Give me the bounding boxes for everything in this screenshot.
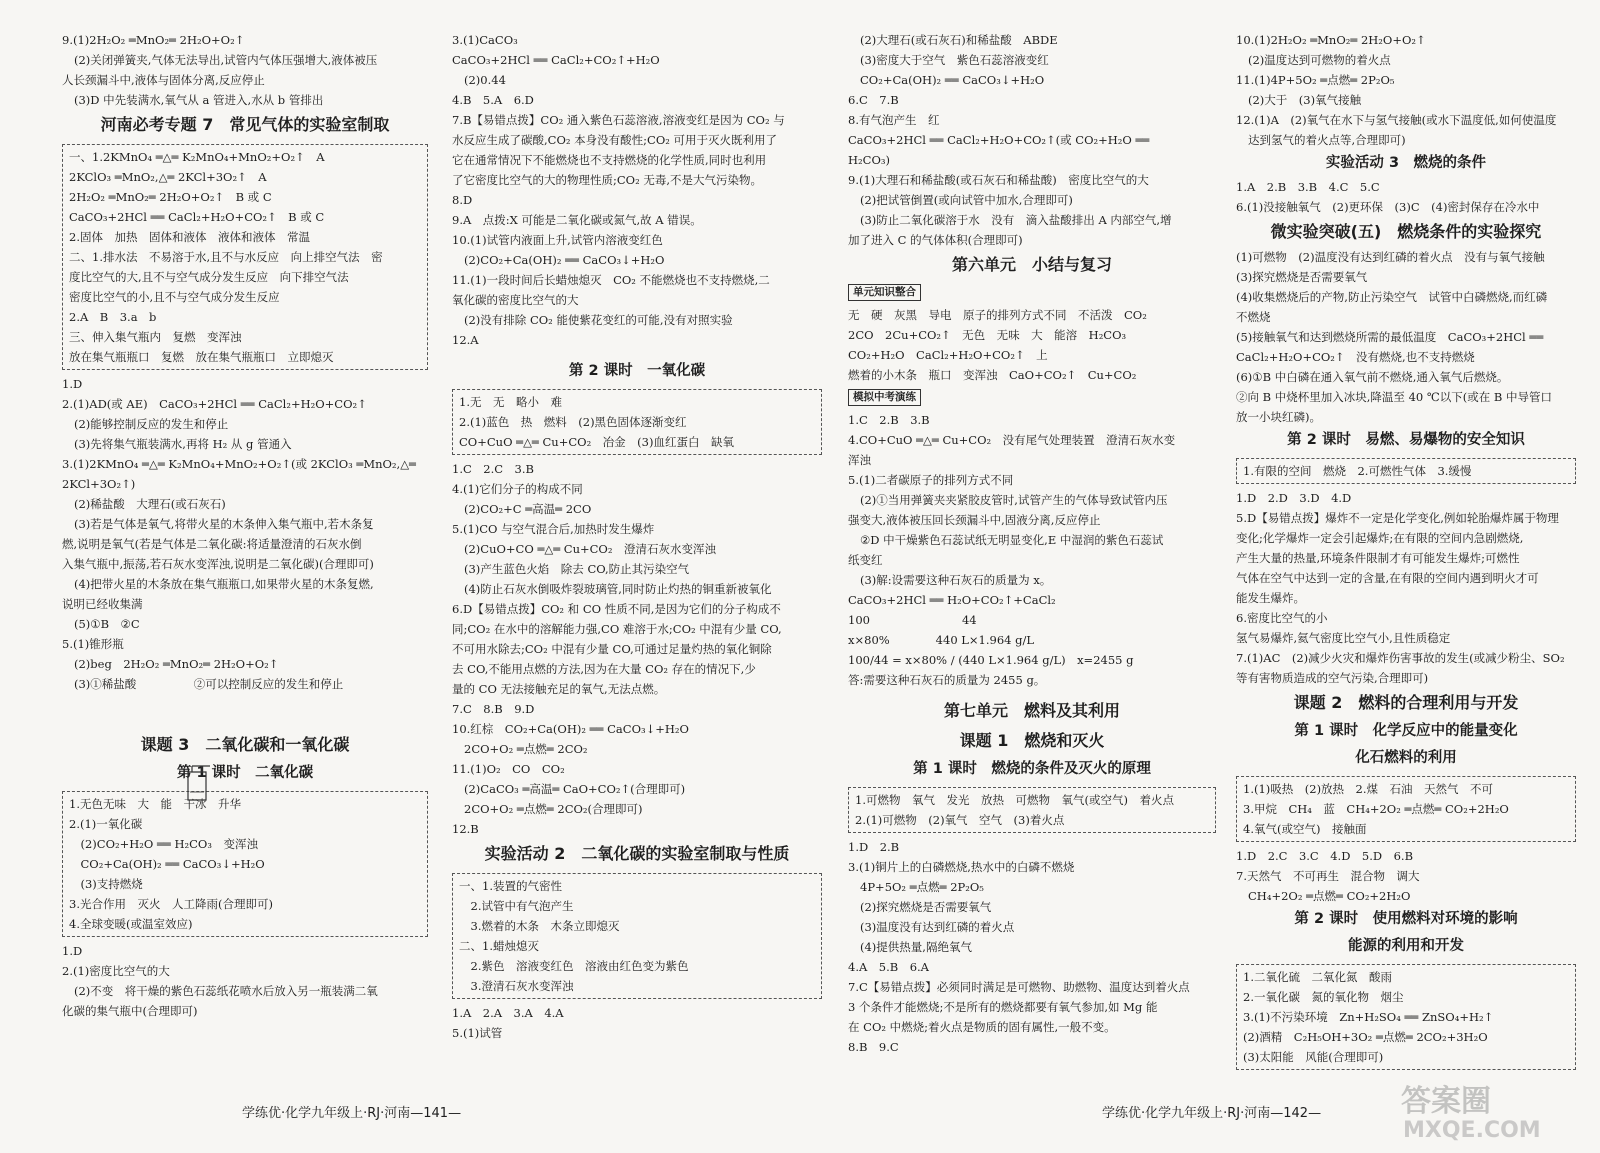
- box-line: CaCO₃+2HCl ══ CaCl₂+H₂O+CO₂↑ B 或 C: [69, 210, 325, 224]
- page-footer-left: 学练优·化学九年级上·RJ·河南—141—: [242, 1106, 462, 1121]
- box-line: 一、1.装置的气密性: [459, 879, 562, 893]
- box-line: 1.(1)吸热 (2)放热 2.煤 石油 天然气 不可: [1243, 782, 1494, 796]
- answer-line: CO₂+H₂O CaCl₂+H₂O+CO₂↑ 上: [848, 348, 1048, 362]
- answer-line: 7.B【易错点拨】CO₂ 通入紫色石蕊溶液,溶液变红是因为 CO₂ 与: [452, 113, 785, 127]
- answer-line: 5.(1)试管: [452, 1026, 503, 1040]
- answer-line: 1.A 2.A 3.A 4.A: [452, 1006, 564, 1020]
- answer-line: 2.(1)密度比空气的大: [62, 964, 170, 978]
- answer-line: ②向 B 中烧杯里加入冰块,降温至 40 ℃以下(或在 B 中导管口: [1236, 390, 1552, 404]
- answer-line: CH₄+2O₂ ═点燃═ CO₂+2H₂O: [1248, 889, 1411, 903]
- section-heading: 第六单元 小结与复习: [951, 255, 1112, 274]
- answer-line: 4.B 5.A 6.D: [452, 93, 534, 107]
- gas-bottle-diagram: [180, 762, 212, 802]
- answer-line: 4.(1)它们分子的构成不同: [452, 482, 583, 496]
- answer-line: (3)若是气体是氧气,将带火星的木条伸入集气瓶中,若木条复: [74, 517, 374, 531]
- answer-line: 11.(1)一段时间后长蜡烛熄灭 CO₂ 不能燃烧也不支持燃烧,二: [452, 273, 770, 287]
- watermark-logo: [1393, 1073, 1578, 1143]
- answer-line: (2)大于 (3)氧气接触: [1248, 93, 1362, 107]
- answer-line: (1)可燃物 (2)温度没有达到红磷的着火点 没有与氧气接触: [1236, 250, 1545, 264]
- answer-line: 纸变红: [848, 553, 883, 567]
- answer-line: (2)不变 将干燥的紫色石蕊纸花喷水后放入另一瓶装满二氧: [74, 984, 378, 998]
- answer-line: (2)探究燃烧是否需要氧气: [860, 900, 992, 914]
- answer-line: 7.天然气 不可再生 混合物 调大: [1236, 869, 1420, 883]
- answer-column-2: [452, 30, 822, 1043]
- answer-line: (6)①B 中白磷在通入氧气前不燃烧,通入氧气后燃烧。: [1236, 370, 1509, 384]
- key-points-box: [1236, 776, 1576, 842]
- answer-line: (2)能够控制反应的发生和停止: [74, 417, 229, 431]
- answer-line: (4)收集燃烧后的产物,防止污染空气 试管中白磷燃烧,而红磷: [1236, 290, 1548, 304]
- answer-line: 能发生爆炸。: [1236, 591, 1305, 605]
- answer-line: (3)产生蓝色火焰 除去 CO,防止其污染空气: [464, 562, 690, 576]
- section-heading: 课题 2 燃料的合理利用与开发: [1293, 693, 1519, 712]
- section-tag: 模拟中考演练: [848, 389, 921, 406]
- svg-text:答案圈: 答案圈: [1401, 1084, 1491, 1119]
- answer-line: 人长颈漏斗中,液体与固体分离,反应停止: [62, 73, 265, 87]
- box-line: 4.氧气(或空气) 接触面: [1243, 822, 1367, 836]
- answer-line: (3)防止二氧化碳溶于水 没有 滴入盐酸排出 A 内部空气,增: [860, 213, 1172, 227]
- answer-line: 达到氢气的着火点等,合理即可): [1248, 133, 1406, 147]
- answer-line: 1.D 2.D 3.D 4.D: [1236, 491, 1352, 505]
- answer-line: 1.C 2.C 3.B: [452, 462, 534, 476]
- section-tag-row: [848, 385, 1216, 410]
- box-line: 2.一氧化碳 氮的氧化物 烟尘: [1243, 990, 1404, 1004]
- box-line: 2.(1)蓝色 热 燃料 (2)黑色固体逐渐变红: [459, 415, 687, 429]
- answer-line: 不可用水除去;CO₂ 中混有少量 CO,可通过足量灼热的氧化铜除: [452, 642, 772, 656]
- answer-line: 4.A 5.B 6.A: [848, 960, 929, 974]
- answer-line: CaCO₃+2HCl ══ H₂O+CO₂↑+CaCl₂: [848, 593, 1056, 607]
- answer-line: (2)beg 2H₂O₂ ═MnO₂═ 2H₂O+O₂↑: [74, 657, 279, 671]
- answer-line: (5)接触氧气和达到燃烧所需的最低温度 CaCO₃+2HCl ══: [1236, 330, 1544, 344]
- answer-line: 6.(1)没接触氧气 (2)更环保 (3)C (4)密封保存在冷水中: [1236, 200, 1540, 214]
- answer-line: 4P+5O₂ ═点燃═ 2P₂O₅: [860, 880, 984, 894]
- answer-line: 同;CO₂ 在水中的溶解能力强,CO 难溶于水;CO₂ 中混有少量 CO,: [452, 622, 782, 636]
- answer-line: 水反应生成了碳酸,CO₂ 本身没有酸性;CO₂ 可用于灭火既利用了: [452, 133, 778, 147]
- box-line: 2.紫色 溶液变红色 溶液由红色变为紫色: [459, 959, 689, 973]
- answer-line: 11.(1)4P+5O₂ ═点燃═ 2P₂O₅: [1236, 73, 1395, 87]
- box-line: 密度比空气的小,且不与空气成分发生反应: [69, 290, 280, 304]
- box-line: 1.可燃物 氧气 发光 放热 可燃物 氧气(或空气) 着火点: [855, 793, 1174, 807]
- box-line: 3.(1)不污染环境 Zn+H₂SO₄ ══ ZnSO₄+H₂↑: [1243, 1010, 1494, 1024]
- box-line: 放在集气瓶瓶口 复燃 放在集气瓶瓶口 立即熄灭: [69, 350, 334, 364]
- box-line: 2.(1)可燃物 (2)氧气 空气 (3)着火点: [855, 813, 1065, 827]
- box-line: 1.二氧化硫 二氧化氮 酸雨: [1243, 970, 1392, 984]
- answer-line: 5.D【易错点拨】爆炸不一定是化学变化,例如轮胎爆炸属于物理: [1236, 511, 1559, 525]
- box-line: 3.甲烷 CH₄ 蓝 CH₄+2O₂ ═点燃═ CO₂+2H₂O: [1243, 802, 1509, 816]
- lesson-heading: 第 2 课时 使用燃料对环境的影响: [1294, 911, 1518, 927]
- answer-line: 等有害物质造成的空气污染,合理即可): [1236, 671, 1429, 685]
- answer-line: 8.B 9.C: [848, 1040, 899, 1054]
- key-points-box: [848, 787, 1216, 833]
- answer-line: (2)0.44: [464, 73, 506, 87]
- box-line: 2.A B 3.a b: [69, 310, 157, 324]
- answer-line: CO₂+Ca(OH)₂ ══ CaCO₃↓+H₂O: [860, 73, 1045, 87]
- answer-line: 11.(1)O₂ CO CO₂: [452, 762, 565, 776]
- answer-line: 100/44 = x×80% / (440 L×1.964 g/L) x=2455 g: [848, 653, 1134, 667]
- answer-line: CaCl₂+H₂O+CO₂↑ 没有燃烧,也不支持燃烧: [1236, 350, 1475, 364]
- answer-line: 5.(1)二者碳原子的排列方式不同: [848, 473, 1014, 487]
- answer-line: (3)解:设需要这种石灰石的质量为 x。: [860, 573, 1052, 587]
- section-heading: 课题 3 二氧化碳和一氧化碳: [140, 735, 350, 754]
- answer-line: 去 CO,不能用点燃的方法,因为在大量 CO₂ 存在的情况下,少: [452, 662, 756, 676]
- answer-line: 1.D: [62, 377, 83, 391]
- answer-line: 10.(1)试管内液面上升,试管内溶液变红色: [452, 233, 663, 247]
- answer-line: 它在通常情况下不能燃烧也不支持燃烧的化学性质,同时也利用: [452, 153, 767, 167]
- answer-line: 7.(1)AC (2)减少火灾和爆炸伤害事故的发生(或减少粉尘、SO₂: [1236, 651, 1565, 665]
- answer-line: 说明已经收集满: [62, 597, 143, 611]
- answer-line: 3.(1)2KMnO₄ ═△═ K₂MnO₄+MnO₂+O₂↑(或 2KClO₃ ═MnO₂,△═: [62, 457, 416, 471]
- key-points-box: [452, 873, 822, 999]
- answer-line: 2.(1)AD(或 AE) CaCO₃+2HCl ══ CaCl₂+H₂O+CO₂↑: [62, 397, 367, 411]
- lesson-heading: 能源的利用和开发: [1348, 938, 1464, 954]
- answer-line: 3.(1)铜片上的白磷燃烧,热水中的白磷不燃烧: [848, 860, 1075, 874]
- answer-line: 7.C【易错点拨】必须同时满足是可燃物、助燃物、温度达到着火点: [848, 980, 1190, 994]
- answer-line: 1.D 2.C 3.C 4.D 5.D 6.B: [1236, 849, 1414, 863]
- box-line: 1.有限的空间 燃烧 2.可燃性气体 3.缓慢: [1243, 464, 1472, 478]
- answer-line: 燃,说明是氧气(若是气体是二氧化碳:将适量澄清的石灰水倒: [62, 537, 362, 551]
- answer-line: 2KCl+3O₂↑): [62, 477, 136, 491]
- answer-line: (2)稀盐酸 大理石(或石灰石): [74, 497, 226, 511]
- key-points-box: [1236, 964, 1576, 1070]
- section-tag: 单元知识整合: [848, 284, 921, 301]
- section-heading: 第七单元 燃料及其利用: [943, 701, 1120, 720]
- lesson-heading: 第 2 课时 一氧化碳: [568, 363, 706, 379]
- lesson-heading: 化石燃料的利用: [1355, 750, 1457, 766]
- box-line: 三、伸入集气瓶内 复燃 变浑浊: [69, 330, 242, 344]
- answer-line: 8.有气泡产生 红: [848, 113, 940, 127]
- answer-line: 5.(1)锥形瓶: [62, 637, 124, 651]
- key-points-box: [62, 144, 428, 370]
- answer-line: 10.红棕 CO₂+Ca(OH)₂ ══ CaCO₃↓+H₂O: [452, 722, 689, 736]
- answer-column-3: [848, 30, 1216, 1057]
- answer-line: CaCO₃+2HCl ══ CaCl₂+H₂O+CO₂↑(或 CO₂+H₂O ══: [848, 133, 1150, 147]
- box-line: 2.(1)一氧化碳: [69, 817, 143, 831]
- lesson-heading: 第 1 课时 燃烧的条件及灭火的原理: [913, 761, 1151, 777]
- answer-line: (3)密度大于空气 紫色石蕊溶液变红: [860, 53, 1049, 67]
- box-line: 4.全球变暖(或温室效应): [69, 917, 193, 931]
- answer-line: 3 个条件才能燃烧;不是所有的燃烧都要有氧气参加,如 Mg 能: [848, 1000, 1158, 1014]
- answer-line: 4.CO+CuO ═△═ Cu+CO₂ 没有尾气处理装置 澄清石灰水变: [848, 433, 1176, 447]
- key-points-box: [62, 791, 428, 937]
- key-points-box: [452, 389, 822, 455]
- answer-line: 变化;化学爆炸一定会引起爆炸;在有限的空间内急剧燃烧,: [1236, 531, 1524, 545]
- answer-line: 9.(1)大理石和稀盐酸(或石灰石和稀盐酸) 密度比空气的大: [848, 173, 1149, 187]
- box-line: (2)酒精 C₂H₅OH+3O₂ ═点燃═ 2CO₂+3H₂O: [1243, 1030, 1488, 1044]
- answer-line: (2)CO₂+C ═高温═ 2CO: [464, 502, 592, 516]
- answer-line: (2)把试管倒置(或向试管中加水,合理即可): [860, 193, 1073, 207]
- box-line: CO₂+Ca(OH)₂ ══ CaCO₃↓+H₂O: [69, 857, 265, 871]
- box-line: 度比空气的大,且不与空气成分发生反应 向下排空气法: [69, 270, 349, 284]
- section-heading: 微实验突破(五) 燃烧条件的实验探究: [1270, 222, 1542, 241]
- answer-line: (2)CaCO₃ ═高温═ CaO+CO₂↑(合理即可): [464, 782, 686, 796]
- answer-line: (3)D 中先装满水,氧气从 a 管进入,水从 b 管排出: [74, 93, 324, 107]
- answer-line: 6.D【易错点拨】CO₂ 和 CO 性质不同,是因为它们的分子构成不: [452, 602, 781, 616]
- answer-line: (3)温度没有达到红磷的着火点: [860, 920, 1015, 934]
- answer-line: 10.(1)2H₂O₂ ═MnO₂═ 2H₂O+O₂↑: [1236, 33, 1426, 47]
- answer-line: 1.D: [62, 944, 83, 958]
- svg-text:MXQE.COM: MXQE.COM: [1403, 1118, 1541, 1143]
- section-tag-row: [848, 280, 1216, 305]
- answer-line: 加了进入 C 的气体体积(合理即可): [848, 233, 1023, 247]
- answer-line: (5)①B ②C: [74, 617, 140, 631]
- answer-line: 强变大,液体被压回长颈漏斗中,固液分离,反应停止: [848, 513, 1101, 527]
- answer-line: 浑浊: [848, 453, 871, 467]
- answer-line: 12.A: [452, 333, 479, 347]
- answer-line: 在 CO₂ 中燃烧;着火点是物质的固有属性,一般不变。: [848, 1020, 1116, 1034]
- answer-line: 6.C 7.B: [848, 93, 899, 107]
- answer-column-4: [1236, 30, 1576, 1074]
- answer-line: H₂CO₃): [848, 153, 890, 167]
- answer-line: 量的 CO 无法接触充足的氧气,无法点燃。: [452, 682, 666, 696]
- box-line: CO+CuO ═△═ Cu+CO₂ 冶金 (3)血红蛋白 缺氧: [459, 435, 734, 449]
- lesson-heading: 第 1 课时 化学反应中的能量变化: [1294, 723, 1518, 739]
- answer-line: (4)提供热量,隔绝氧气: [860, 940, 972, 954]
- answer-line: (2)关闭弹簧夹,气体无法导出,试管内气体压强增大,液体被压: [74, 53, 378, 67]
- box-line: (2)CO₂+H₂O ══ H₂CO₃ 变浑浊: [69, 837, 258, 851]
- box-line: 1.无色无味 大 能 干冰 升华: [69, 797, 241, 811]
- section-heading: 河南必考专题 7 常见气体的实验室制取: [100, 115, 390, 134]
- spacer: [452, 350, 822, 358]
- answer-line: 3.(1)CaCO₃: [452, 33, 518, 47]
- answer-line: 氧化碳的密度比空气的大: [452, 293, 579, 307]
- answer-line: 7.C 8.B 9.D: [452, 702, 535, 716]
- answer-line: 答:需要这种石灰石的质量为 2455 g。: [848, 673, 1046, 687]
- box-line: 3.光合作用 灭火 人工降雨(合理即可): [69, 897, 273, 911]
- answer-line: ②D 中干燥紫色石蕊试纸无明显变化,E 中湿润的紫色石蕊试: [860, 533, 1164, 547]
- lesson-heading: 实验活动 3 燃烧的条件: [1325, 155, 1487, 171]
- answer-line: 化碳的集气瓶中(合理即可): [62, 1004, 198, 1018]
- box-line: 2KClO₃ ═MnO₂,△═ 2KCl+3O₂↑ A: [69, 170, 267, 184]
- section-heading: 课题 1 燃烧和灭火: [959, 731, 1105, 750]
- answer-line: 9.A 点拨:X 可能是二氧化碳或氮气,故 A 错误。: [452, 213, 702, 227]
- answer-line: 1.C 2.B 3.B: [848, 413, 930, 427]
- lesson-heading: 第 2 课时 易燃、易爆物的安全知识: [1287, 432, 1525, 448]
- answer-line: 2CO+O₂ ═点燃═ 2CO₂: [464, 742, 588, 756]
- answer-line: x×80% 440 L×1.964 g/L: [848, 633, 1035, 647]
- page-footer-right: 学练优·化学九年级上·RJ·河南—142—: [1102, 1106, 1322, 1121]
- box-line: (3)支持燃烧: [69, 877, 143, 891]
- box-line: 3.澄清石灰水变浑浊: [459, 979, 574, 993]
- answer-line: 100 44: [848, 613, 977, 627]
- answer-line: 12.B: [452, 822, 479, 836]
- answer-line: 无 硬 灰黑 导电 原子的排列方式不同 不活泼 CO₂: [848, 308, 1147, 322]
- answer-line: 1.A 2.B 3.B 4.C 5.C: [1236, 180, 1380, 194]
- answer-line: (3)探究燃烧是否需要氧气: [1236, 270, 1368, 284]
- answer-line: (2)CuO+CO ═△═ Cu+CO₂ 澄清石灰水变浑浊: [464, 542, 716, 556]
- box-line: 2.试管中有气泡产生: [459, 899, 574, 913]
- answer-line: 放一小块红磷)。: [1236, 410, 1321, 424]
- answer-line: (3)先将集气瓶装满水,再将 H₂ 从 g 管通入: [74, 437, 292, 451]
- box-line: 3.燃着的木条 木条立即熄灭: [459, 919, 620, 933]
- answer-line: 气体在空气中达到一定的含量,在有限的空间内遇到明火才可: [1236, 571, 1539, 585]
- answer-line: 了它密度比空气的大的物理性质;CO₂ 无毒,不是大气污染物。: [452, 173, 763, 187]
- answer-line: 1.D 2.B: [848, 840, 900, 854]
- answer-line: (2)温度达到可燃物的着火点: [1248, 53, 1391, 67]
- spacer: [62, 694, 428, 730]
- answer-line: 燃着的小木条 瓶口 变浑浊 CaO+CO₂↑ Cu+CO₂: [848, 368, 1137, 382]
- answer-line: (2)大理石(或石灰石)和稀盐酸 ABDE: [860, 33, 1058, 47]
- box-line: 二、1.蜡烛熄灭: [459, 939, 539, 953]
- box-line: (3)太阳能 风能(合理即可): [1243, 1050, 1384, 1064]
- answer-line: 5.(1)CO 与空气混合后,加热时发生爆炸: [452, 522, 655, 536]
- box-line: 2.固体 加热 固体和液体 液体和液体 常温: [69, 230, 310, 244]
- answer-line: 入集气瓶中,振荡,若石灰水变浑浊,说明是二氧化碳)(合理即可): [62, 557, 374, 571]
- answer-line: 产生大量的热量,环境条件限制才有可能发生爆炸;可燃性: [1236, 551, 1520, 565]
- answer-line: (4)把带火星的木条放在集气瓶瓶口,如果带火星的木条复燃,: [74, 577, 374, 591]
- answer-line: (2)①当用弹簧夹夹紧胶皮管时,试管产生的气体导致试管内压: [860, 493, 1168, 507]
- box-line: 1.无 无 略小 难: [459, 395, 562, 409]
- box-line: 2H₂O₂ ═MnO₂═ 2H₂O+O₂↑ B 或 C: [69, 190, 272, 204]
- answer-line: 不燃烧: [1236, 310, 1271, 324]
- answer-line: (2)没有排除 CO₂ 能使紫花变红的可能,没有对照实验: [464, 313, 733, 327]
- section-heading: 实验活动 2 二氧化碳的实验室制取与性质: [484, 844, 790, 863]
- lesson-heading: 第 1 课时 二氧化碳: [176, 765, 314, 781]
- key-points-box: [1236, 458, 1576, 484]
- answer-line: 2CO 2Cu+CO₂↑ 无色 无味 大 能溶 H₂CO₃: [848, 328, 1127, 342]
- answer-line: 12.(1)A (2)氧气在水下与氢气接触(或水下温度低,如何使温度: [1236, 113, 1557, 127]
- answer-column-1: [62, 30, 428, 1021]
- answer-line: (4)防止石灰水倒吸炸裂玻璃管,同时防止灼热的铜重新被氧化: [464, 582, 772, 596]
- box-line: 二、1.排水法 不易溶于水,且不与水反应 向上排空气法 密: [69, 250, 383, 264]
- answer-line: 9.(1)2H₂O₂ ═MnO₂═ 2H₂O+O₂↑: [62, 33, 245, 47]
- answer-line: 8.D: [452, 193, 473, 207]
- answer-line: 氢气易爆炸,氦气密度比空气小,且性质稳定: [1236, 631, 1451, 645]
- answer-line: 2CO+O₂ ═点燃═ 2CO₂(合理即可): [464, 802, 643, 816]
- answer-line: (2)CO₂+Ca(OH)₂ ══ CaCO₃↓+H₂O: [464, 253, 665, 267]
- box-line: 一、1.2KMnO₄ ═△═ K₂MnO₄+MnO₂+O₂↑ A: [69, 150, 325, 164]
- answer-line: CaCO₃+2HCl ══ CaCl₂+CO₂↑+H₂O: [452, 53, 660, 67]
- answer-line: (3)①稀盐酸 ②可以控制反应的发生和停止: [74, 677, 344, 691]
- answer-line: 6.密度比空气的小: [1236, 611, 1328, 625]
